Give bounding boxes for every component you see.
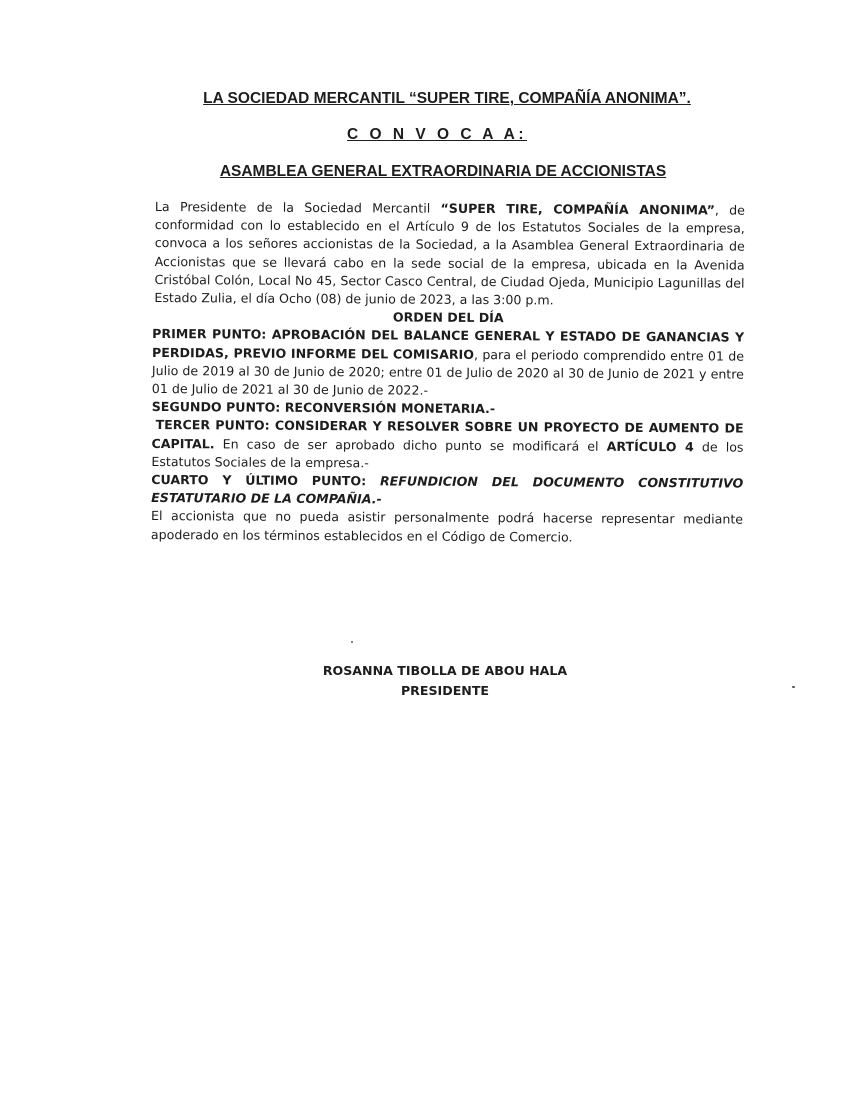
fourth-point-text: REFUNDICION DEL DOCUMENTO CONSTITUTIVO ESTATUTARIO DE LA COMPAÑIA.-: [151, 473, 744, 507]
signatory-name: ROSANNA TIBOLLA DE ABOU HALA: [322, 663, 568, 678]
agenda-item-second: SEGUNDO PUNTO: RECONVERSIÓN MONETARIA.-: [151, 399, 496, 417]
agenda-title: ORDEN DEL DÍA: [392, 309, 504, 326]
signatory-title: PRESIDENTE: [400, 683, 490, 698]
agenda-item-third: [151, 416, 743, 474]
intro-text-end: , de conformidad con lo establecido en el Artículo 9 de los Estatutos Sociales de la empresa, convoca a los señores accionistas de la Sociedad, a la Asamblea General Extraordinaria de Accionistas que se llevará cabo en la sede social de la empresa, ubicada en la Avenida Cristóbal Colón, Local No 45, Sector Casco Central, de Ciudad Ojeda, Municipio Lagunillas del Estado Zulia, el día Ocho (08) de junio de 2023, a las 3:00 p.m.: [154, 202, 745, 308]
third-point-article: ARTÍCULO 4: [606, 438, 694, 454]
signature-block: [300, 661, 590, 701]
closing-paragraph: El accionista que no pueda asistir personalmente podrá hacerse representar mediante apoderado en los términos establecidos en el Código de Comercio.: [150, 508, 744, 545]
intro-paragraph: [154, 198, 745, 311]
intro-text-start: La Presidente de la Sociedad Mercantil: [154, 199, 441, 216]
first-point-label: PRIMER PUNTO: APROBACIÓN DEL BALANCE GENERAL Y ESTADO DE GANANCIAS Y PERDIDAS, PREVIO INFORME DEL COMISARIO: [152, 326, 745, 362]
first-point-text: , para el periodo comprendido entre 01 de Julio de 2019 al 30 de Junio de 2020; entre 01 de Julio de 2020 al 30 de Junio de 2021 y entre 01 de Julio de 2021 al 30 de Junio de 2022.-: [151, 346, 745, 398]
company-name: “SUPER TIRE, COMPAÑÍA ANONIMA”: [440, 200, 715, 218]
third-point-label: TERCER PUNTO: CONSIDERAR Y RESOLVER SOBRE UN PROYECTO DE AUMENTO DE CAPITAL.: [151, 417, 744, 452]
document-body: [151, 198, 745, 547]
document-title: LA SOCIEDAD MERCANTIL “SUPER TIRE, COMPAÑÍA ANONIMA”.: [203, 90, 691, 107]
convoca-heading: C O N V O C A A:: [347, 126, 527, 143]
assembly-heading: ASAMBLEA GENERAL EXTRAORDINARIA DE ACCIONISTAS: [219, 163, 667, 180]
agenda-item-fourth: [151, 471, 743, 511]
third-point-end: de los Estatutos Sociales de la empresa.-: [151, 438, 744, 471]
agenda-item-first: [152, 325, 744, 401]
scan-speck: [792, 686, 795, 688]
third-point-text: En caso de ser aprobado dicho punto se modificará el: [214, 436, 607, 454]
scan-speck: [351, 641, 353, 643]
fourth-point-label: CUARTO Y ÚLTIMO PUNTO:: [151, 472, 381, 489]
